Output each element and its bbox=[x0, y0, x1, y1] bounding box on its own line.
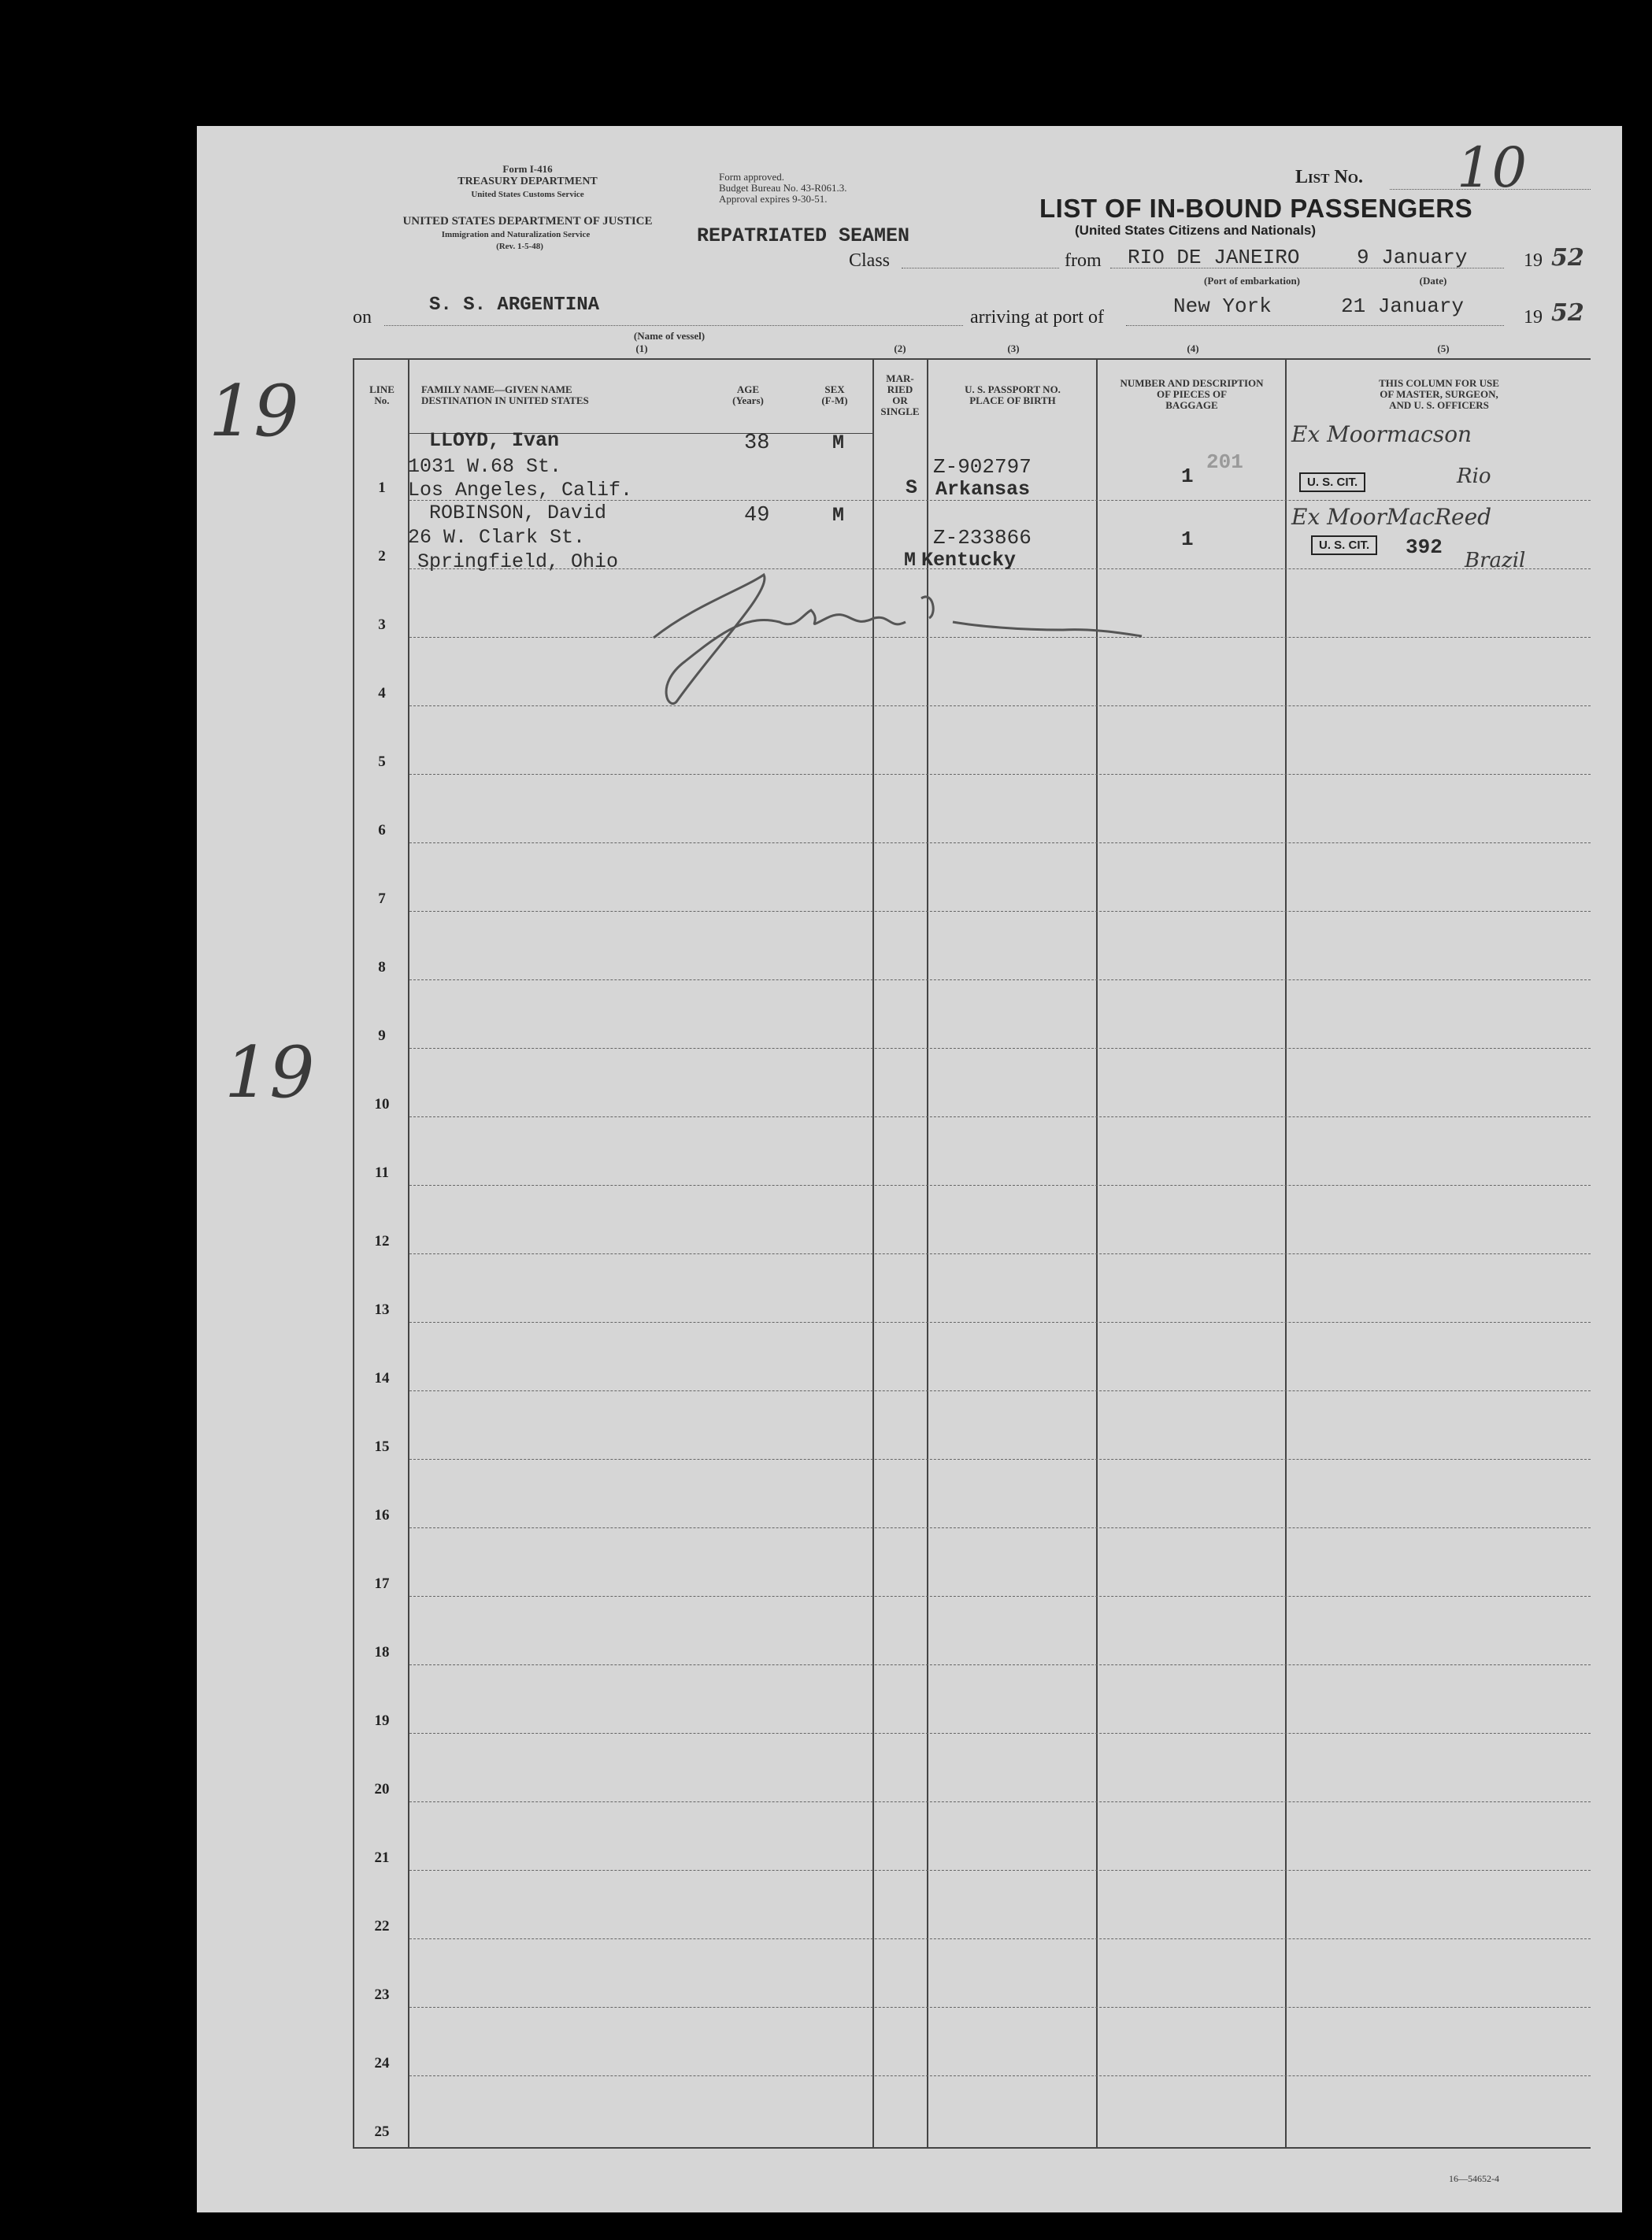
form-subtitle: (United States Citizens and Nationals) bbox=[1075, 223, 1317, 238]
port-of-embarkation: RIO DE JANEIRO bbox=[1128, 246, 1300, 269]
entry-age: 49 bbox=[744, 504, 770, 528]
entry-age: 38 bbox=[744, 431, 770, 455]
entry-sex: M bbox=[832, 431, 845, 454]
arrival-line bbox=[1126, 325, 1504, 326]
embark-date: 9 January bbox=[1357, 246, 1468, 269]
arrival-port: New York bbox=[1173, 294, 1272, 318]
entry-marital: M bbox=[904, 549, 917, 572]
line-number: 8 bbox=[378, 959, 386, 976]
row-divider bbox=[409, 911, 1591, 912]
entry-birthplace: Arkansas bbox=[935, 478, 1031, 501]
col-header-passport: U. S. PASSPORT NO. PLACE OF BIRTH bbox=[965, 383, 1061, 406]
row-divider bbox=[409, 1459, 1591, 1460]
row-divider bbox=[409, 1733, 1591, 1734]
line-number: 16 bbox=[374, 1507, 390, 1524]
approval-line: Budget Bureau No. 43-R061.3. bbox=[719, 182, 847, 194]
entry-address: 1031 W.68 St. bbox=[408, 455, 562, 478]
column-number: (3) bbox=[1007, 342, 1020, 354]
citizen-stamp: U. S. CIT. bbox=[1311, 535, 1377, 555]
line-number: 23 bbox=[374, 1986, 390, 2003]
signature-scrawl bbox=[622, 543, 1158, 709]
line-number: 24 bbox=[374, 2055, 390, 2072]
line-number: 6 bbox=[378, 822, 386, 839]
line-number: 18 bbox=[374, 1644, 390, 1661]
row-divider bbox=[409, 979, 1591, 980]
row-divider bbox=[409, 1938, 1591, 1939]
line-number: 19 bbox=[374, 1712, 390, 1729]
port-caption: (Port of embarkation) bbox=[1203, 275, 1301, 287]
year-prefix: 19 bbox=[1524, 250, 1543, 271]
arriving-label: arriving at port of bbox=[970, 307, 1104, 328]
col-header-baggage: NUMBER AND DESCRIPTION OF PIECES OF BAGGAGE bbox=[1120, 377, 1264, 411]
entry-address: Springfield, Ohio bbox=[417, 550, 619, 573]
class-value: REPATRIATED SEAMEN bbox=[697, 224, 910, 247]
entry-marital: S bbox=[906, 476, 918, 499]
line-number: 21 bbox=[374, 1849, 390, 1866]
line-number: 10 bbox=[374, 1096, 390, 1113]
row-divider bbox=[409, 2075, 1591, 2076]
list-no-value: 10 bbox=[1457, 135, 1528, 200]
vessel-name: S. S. ARGENTINA bbox=[429, 294, 600, 316]
line-number: 22 bbox=[374, 1918, 390, 1935]
line-number: 1 bbox=[378, 479, 386, 496]
ins-service: Immigration and Naturalization Service bbox=[441, 230, 591, 239]
col-header-sex: SEX (F-M) bbox=[821, 383, 848, 406]
entry-annotation: Ex Moormacson bbox=[1291, 421, 1472, 447]
col-header-line-no: LINE No. bbox=[369, 383, 394, 406]
row-divider bbox=[409, 774, 1591, 775]
line-number: 4 bbox=[378, 685, 386, 702]
row-divider bbox=[409, 2007, 1591, 2008]
vessel-line bbox=[384, 325, 963, 326]
line-number: 2 bbox=[378, 548, 386, 565]
column-number: (5) bbox=[1437, 342, 1450, 354]
entry-address: Los Angeles, Calif. bbox=[408, 479, 633, 502]
customs-service: United States Customs Service bbox=[471, 190, 584, 199]
entry-name: ROBINSON, David bbox=[429, 502, 607, 524]
line-number: 7 bbox=[378, 890, 386, 907]
entry-baggage: 1 bbox=[1181, 528, 1194, 551]
revision: (Rev. 1-5-48) bbox=[496, 242, 543, 251]
stamp-number: 392 bbox=[1406, 535, 1443, 559]
citizen-stamp: U. S. CIT. bbox=[1299, 472, 1365, 492]
treasury-dept: TREASURY DEPARTMENT bbox=[457, 176, 598, 187]
line-number: 3 bbox=[378, 616, 386, 633]
row-divider bbox=[409, 1664, 1591, 1665]
line-number: 5 bbox=[378, 753, 386, 770]
row-divider bbox=[409, 1322, 1591, 1323]
arrival-date: 21 January bbox=[1341, 294, 1465, 318]
line-number: 17 bbox=[374, 1575, 390, 1592]
row-divider bbox=[409, 1048, 1591, 1049]
col-header-officers: THIS COLUMN FOR USE OF MASTER, SURGEON, AND U. S. OFFICERS bbox=[1379, 377, 1499, 411]
year-prefix: 19 bbox=[1524, 307, 1543, 328]
entry-annotation: Ex MoorMacReed bbox=[1291, 504, 1492, 530]
row-divider bbox=[409, 1185, 1591, 1186]
col-header-age: AGE (Years) bbox=[732, 383, 764, 406]
year-suffix: 52 bbox=[1551, 244, 1584, 272]
entry-name: LLOYD, Ivan bbox=[429, 429, 560, 452]
entry-annotation: Rio bbox=[1457, 465, 1491, 488]
form-number: Form I-416 bbox=[502, 163, 553, 175]
margin-mark: 19 bbox=[209, 370, 299, 453]
on-label: on bbox=[353, 307, 372, 328]
row-divider bbox=[409, 1116, 1591, 1117]
approval-line: Approval expires 9-30-51. bbox=[719, 193, 828, 205]
table-left-border bbox=[353, 358, 354, 2149]
date-caption: (Date) bbox=[1419, 275, 1447, 287]
col-header-name: FAMILY NAME—GIVEN NAME DESTINATION IN UNITED STATES bbox=[421, 383, 589, 406]
approval-line: Form approved. bbox=[719, 171, 785, 183]
entry-sex: M bbox=[832, 504, 845, 527]
row-divider bbox=[409, 1596, 1591, 1597]
line-number: 9 bbox=[378, 1027, 386, 1044]
entry-passport: Z-902797 bbox=[933, 455, 1032, 479]
justice-dept: UNITED STATES DEPARTMENT OF JUSTICE bbox=[402, 215, 653, 228]
vessel-caption: (Name of vessel) bbox=[633, 330, 706, 342]
row-divider bbox=[409, 1527, 1591, 1528]
table-bottom-border bbox=[353, 2147, 1591, 2149]
row-divider bbox=[409, 1870, 1591, 1871]
stamp-number: 201 bbox=[1206, 450, 1243, 474]
column-number: (4) bbox=[1187, 342, 1199, 354]
entry-annotation: Brazil bbox=[1465, 549, 1526, 572]
line-number: 14 bbox=[374, 1370, 390, 1387]
list-no-label: List No. bbox=[1295, 167, 1363, 187]
line-number: 13 bbox=[374, 1301, 390, 1318]
column-number: (1) bbox=[635, 342, 648, 354]
table-top-border bbox=[353, 358, 1591, 360]
entry-passport: Z-233866 bbox=[933, 526, 1032, 550]
line-number: 25 bbox=[374, 2123, 390, 2140]
entry-address: 26 W. Clark St. bbox=[408, 526, 586, 549]
class-label: Class bbox=[849, 250, 891, 271]
row-divider bbox=[409, 1253, 1591, 1254]
line-number: 11 bbox=[375, 1164, 389, 1181]
entry-birthplace: Kentucky bbox=[921, 549, 1017, 572]
row-divider bbox=[409, 842, 1591, 843]
form-title: LIST OF IN-BOUND PASSENGERS bbox=[1039, 194, 1473, 223]
row-divider bbox=[409, 1390, 1591, 1391]
from-label: from bbox=[1065, 250, 1102, 271]
margin-mark: 19 bbox=[224, 1031, 315, 1114]
row-divider bbox=[409, 1801, 1591, 1802]
footer-code: 16—54652-4 bbox=[1449, 2173, 1499, 2184]
column-number: (2) bbox=[894, 342, 906, 354]
line-number: 20 bbox=[374, 1781, 390, 1798]
line-number: 15 bbox=[374, 1438, 390, 1455]
entry-baggage: 1 bbox=[1181, 465, 1194, 488]
line-number: 12 bbox=[374, 1233, 390, 1250]
year-suffix: 52 bbox=[1551, 299, 1584, 327]
col-header-married: MAR- RIED OR SINGLE bbox=[880, 372, 920, 417]
